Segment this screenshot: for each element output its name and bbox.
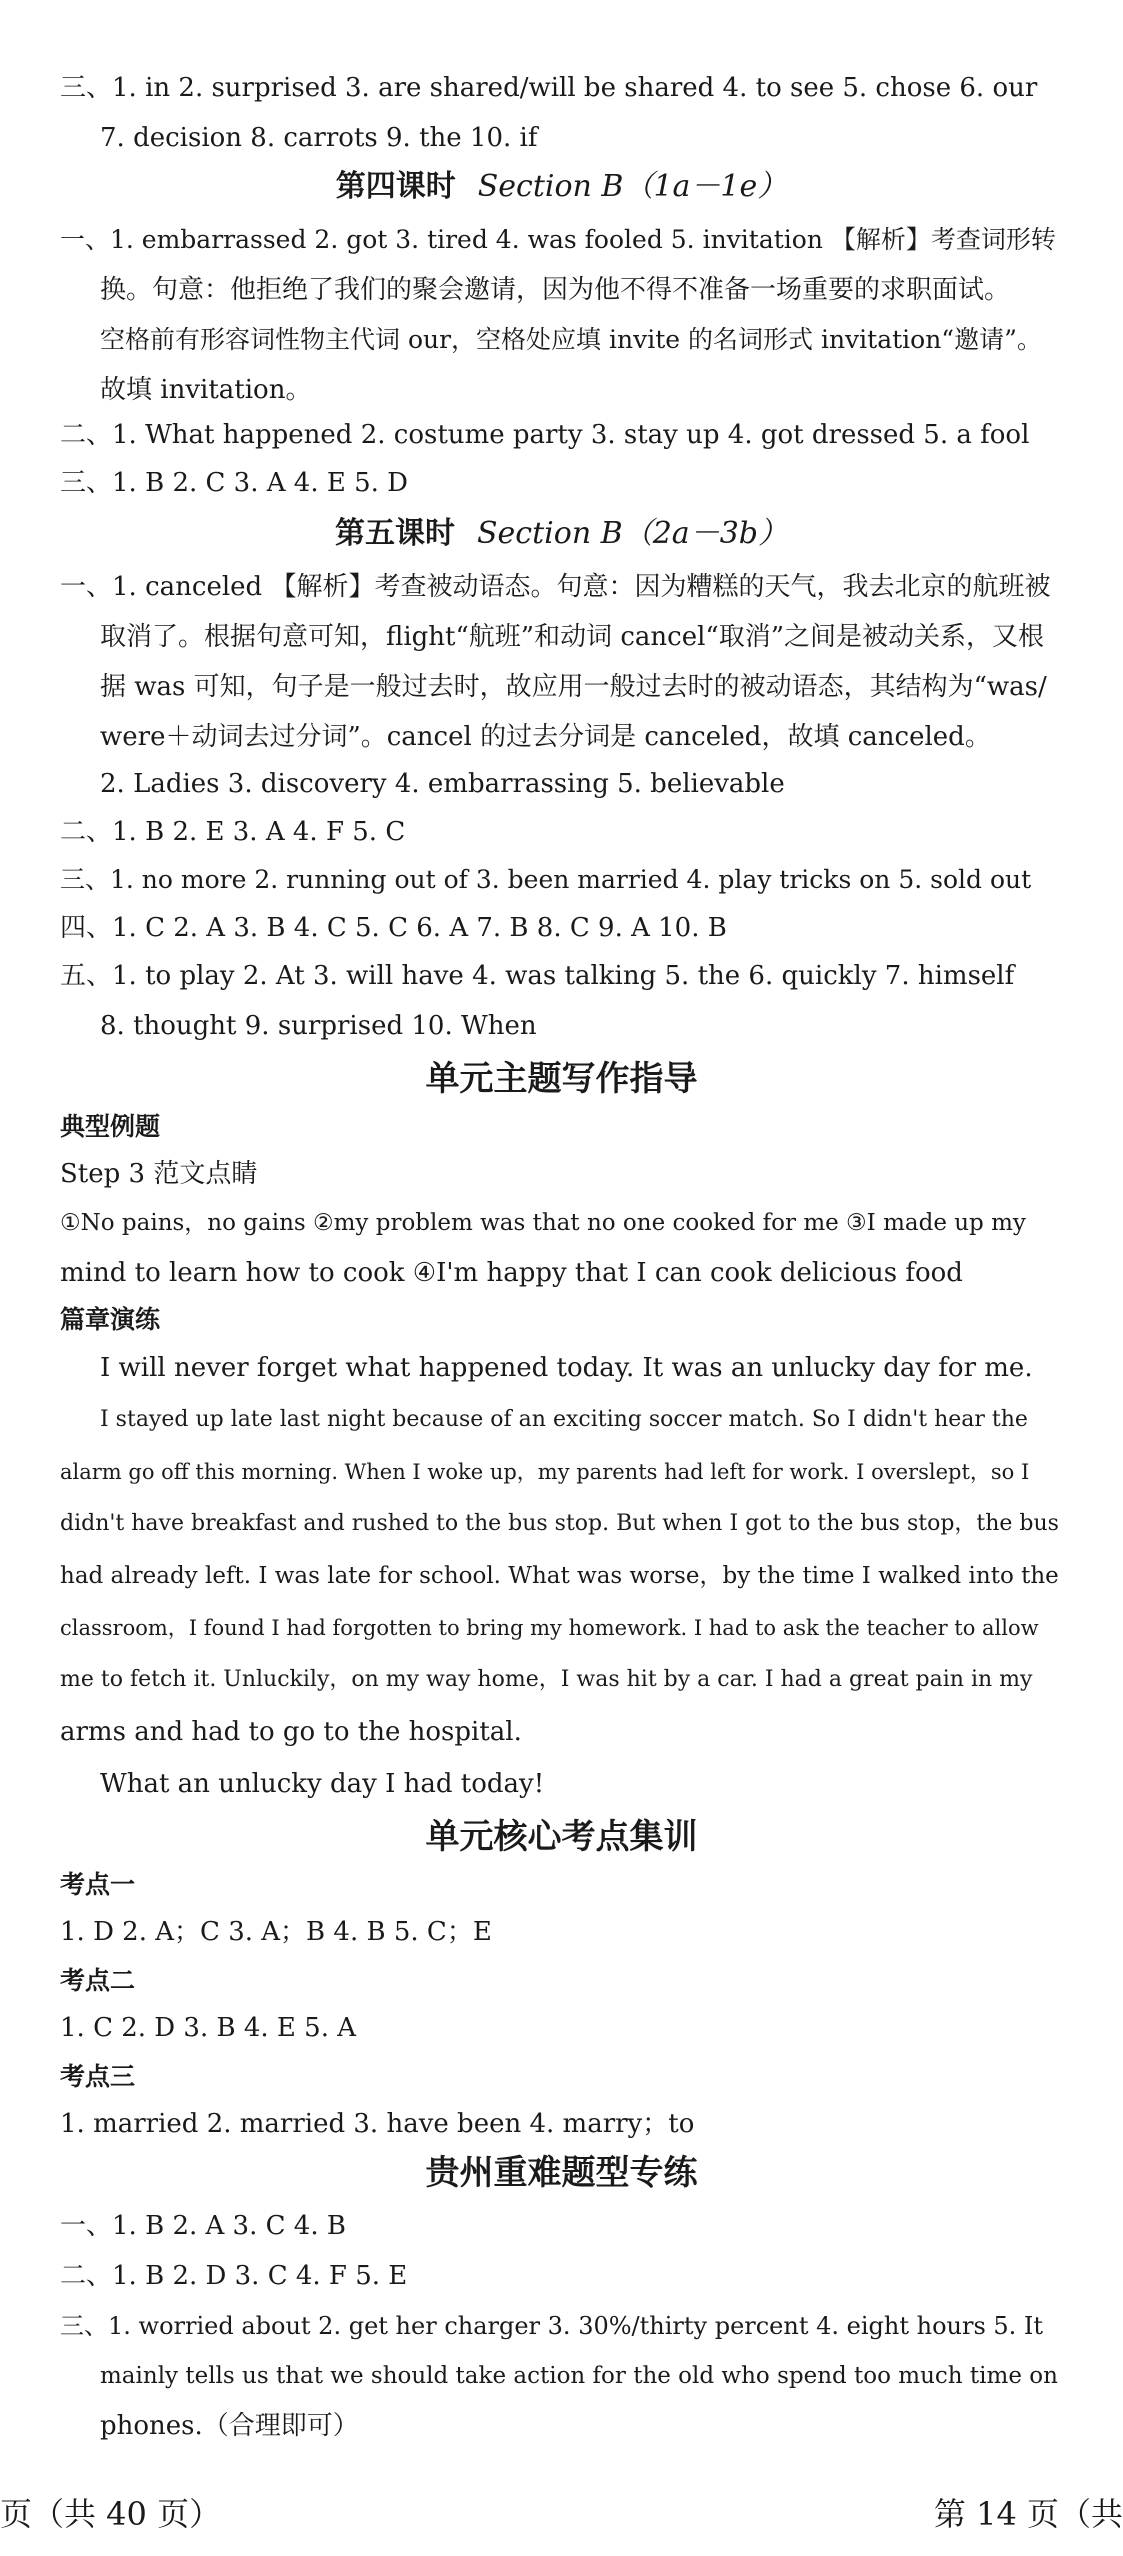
- sub-label: 考点一: [60, 1870, 136, 1899]
- answer-line: 空格前有形容词性物主代词 our，空格处应填 invite 的名词形式 invitation“邀请”。: [100, 325, 1042, 354]
- answer-line: 取消了。根据句意可知，flight“航班”和动词 cancel“取消”之间是被动关系，又根: [100, 622, 1044, 652]
- lesson-title: 第五课时: [335, 516, 455, 551]
- essay-line: alarm go off this morning. When I woke up，my parents had left for work. I overslept，so I: [60, 1460, 1030, 1484]
- answer-line: 8. thought 9. surprised 10. When: [100, 1011, 537, 1041]
- answer-line: 2. Ladies 3. discovery 4. embarrassing 5. believable: [100, 769, 785, 799]
- answer-line: 五、1. to play 2. At 3. will have 4. was talking 5. the 6. quickly 7. himself: [60, 961, 1015, 991]
- essay-line: didn't have breakfast and rushed to the bus stop. But when I got to the bus stop，the bus: [60, 1511, 1059, 1536]
- answer-line: 据 was 可知，句子是一般过去时，故应用一般过去时的被动语态，其结构为“was/: [100, 672, 1047, 702]
- answer-line: 三、1. no more 2. running out of 3. been married 4. play tricks on 5. sold out: [60, 865, 1032, 894]
- answer-line: mind to learn how to cook ④I'm happy that I can cook delicious food: [60, 1258, 963, 1288]
- section-title: [0, 512, 1123, 556]
- answer-line: 一、1. B 2. A 3. C 4. B: [60, 2211, 346, 2241]
- essay-line: What an unlucky day I had today!: [100, 1769, 545, 1799]
- footer-page-right: 第 14 页（共: [933, 2495, 1123, 2533]
- answer-line: 一、1. embarrassed 2. got 3. tired 4. was fooled 5. invitation 【解析】考查词形转: [60, 225, 1056, 254]
- section-title: [0, 165, 1123, 209]
- lesson-title: 第四课时: [335, 169, 456, 204]
- answer-line: 三、1. in 2. surprised 3. are shared/will be shared 4. to see 5. chose 6. our: [60, 73, 1038, 103]
- answer-line: 二、1. What happened 2. costume party 3. stay up 4. got dressed 5. a fool: [60, 420, 1030, 450]
- essay-line: me to fetch it. Unluckily，on my way home，I was hit by a car. I had a great pain in my: [60, 1667, 1033, 1692]
- answer-line: 三、1. worried about 2. get her charger 3. 30%/thirty percent 4. eight hours 5. It: [60, 2312, 1044, 2340]
- answer-line: 故填 invitation。: [100, 375, 312, 405]
- answer-line: 一、1. canceled 【解析】考查被动语态。句意：因为糟糕的天气，我去北京的航班被: [60, 572, 1051, 602]
- answer-line: 7. decision 8. carrots 9. the 10. if: [100, 123, 538, 153]
- answer-line: mainly tells us that we should take action for the old who spend too much time on: [100, 2363, 1058, 2389]
- answer-line: ①No pains，no gains ②my problem was that no one cooked for me ③I made up my: [60, 1210, 1026, 1236]
- answer-line: 1. married 2. married 3. have been 4. marry；to: [60, 2109, 695, 2139]
- answer-line: 二、1. B 2. E 3. A 4. F 5. C: [60, 817, 406, 847]
- essay-line: I stayed up late last night because of an exciting soccer match. So I didn't hear the: [100, 1407, 1028, 1432]
- answer-line: 三、1. B 2. C 3. A 4. E 5. D: [60, 468, 409, 498]
- answer-line: 二、1. B 2. D 3. C 4. F 5. E: [60, 2261, 408, 2291]
- heading: 贵州重难题型专练: [425, 2153, 698, 2193]
- answer-line: were＋动词去过分词”。cancel 的过去分词是 canceled，故填 canceled。: [100, 722, 991, 752]
- sub-label: 考点二: [60, 1966, 136, 1995]
- essay-line: had already left. I was late for school. What was worse，by the time I walked into the: [60, 1563, 1059, 1589]
- footer-page-left: 页（共 40 页）: [0, 2495, 222, 2533]
- answer-line: phones.（合理即可）: [100, 2411, 359, 2441]
- heading: 单元主题写作指导: [425, 1059, 698, 1099]
- heading: 单元核心考点集训: [425, 1817, 698, 1857]
- essay-line: arms and had to go to the hospital.: [60, 1717, 522, 1747]
- sub-label: 考点三: [60, 2062, 136, 2091]
- essay-line: I will never forget what happened today. It was an unlucky day for me.: [100, 1353, 1033, 1383]
- answer-line: 1. D 2. A；C 3. A；B 4. B 5. C；E: [60, 1917, 492, 1947]
- lesson-section: Section B（1a－1e）: [477, 169, 788, 204]
- sub-label: 典型例题: [60, 1112, 161, 1141]
- essay-line: classroom，I found I had forgotten to bring my homework. I had to ask the teacher to allow: [60, 1616, 1039, 1640]
- answer-line: 1. C 2. D 3. B 4. E 5. A: [60, 2013, 357, 2043]
- answer-line: 换。句意：他拒绝了我们的聚会邀请，因为他不得不准备一场重要的求职面试。: [100, 275, 1011, 305]
- answer-line: Step 3 范文点睛: [60, 1159, 258, 1189]
- lesson-section: Section B（2a－3b）: [477, 516, 788, 551]
- sub-label: 篇章演练: [60, 1305, 161, 1334]
- answer-line: 四、1. C 2. A 3. B 4. C 5. C 6. A 7. B 8. C 9. A 10. B: [60, 913, 727, 943]
